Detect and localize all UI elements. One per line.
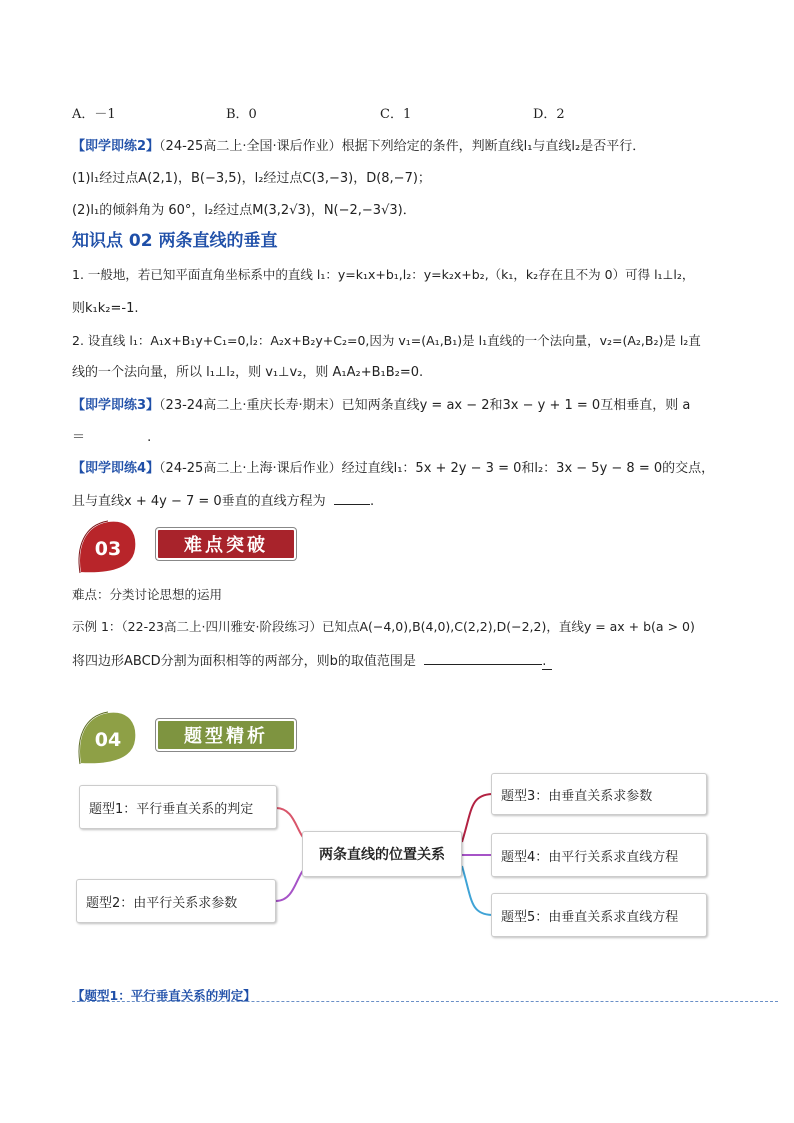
practice-tag: 【即学即练2】 <box>72 139 160 154</box>
equals-sign: ＝ <box>72 430 90 445</box>
practice-text: 且与直线x + 4y − 7 = 0垂直的直线方程为 <box>72 494 326 509</box>
option-a: A．－1 <box>72 107 116 122</box>
option-c: C．1 <box>380 107 412 122</box>
type-1-heading: 【题型1：平行垂直关系的判定】 <box>72 988 256 1003</box>
section-number: 03 <box>94 538 122 560</box>
mindmap-node-type5: 题型5：由垂直关系求直线方程 <box>491 893 707 937</box>
practice-tag: 【即学即练3】 <box>72 398 160 413</box>
practice-2-q2: (2)l₁的倾斜角为 60°，l₂经过点M(3,2√3)，N(−2,−3√3)． <box>72 203 416 218</box>
practice-text: 根据下列给定的条件，判断直线l₁与直线l₂是否平行． <box>341 139 646 154</box>
section-04-banner: 题型精析 <box>156 719 296 751</box>
mindmap-node-type2: 题型2：由平行关系求参数 <box>76 879 276 923</box>
option-d: D．2 <box>533 107 565 122</box>
section-number: 04 <box>94 729 122 751</box>
mindmap-node-type1: 题型1：平行垂直关系的判定 <box>79 785 277 829</box>
mindmap-node-type3: 题型3：由垂直关系求参数 <box>491 773 707 815</box>
mindmap-center-node: 两条直线的位置关系 <box>302 831 462 877</box>
option-b: B．0 <box>226 107 257 122</box>
mindmap-node-type4: 题型4：由平行关系求直线方程 <box>491 833 707 877</box>
example-line2: 将四边形ABCD分割为面积相等的两部分，则b的取值范围是 . <box>72 650 552 670</box>
example-line1: 示例 1：（22-23高二上·四川雅安·阶段练习）已知点A(−4,0),B(4,0),C(2,2),D(−2,2)，直线y = ax + b(a > 0) <box>72 619 695 634</box>
practice-source: （24-25高二上·全国·课后作业） <box>159 139 342 154</box>
section-heading: 知识点 02 两条直线的垂直 <box>72 231 278 251</box>
difficulty-label: 难点：分类讨论思想的运用 <box>72 587 223 602</box>
practice-3-line2: ＝ . <box>72 430 152 445</box>
practice-4-line2: 且与直线x + 4y − 7 = 0垂直的直线方程为 . <box>72 494 375 509</box>
practice-source: （24-25高二上·上海·课后作业） <box>159 461 342 476</box>
practice-text: 已知两条直线y = ax − 2和3x − y + 1 = 0互相垂直，则 a <box>341 398 691 413</box>
point-1-line2: 则k₁k₂=-1. <box>72 301 139 316</box>
example-text: 将四边形ABCD分割为面积相等的两部分，则b的取值范围是 <box>72 654 416 669</box>
section-03-banner: 难点突破 <box>156 528 296 560</box>
divider <box>72 1001 778 1002</box>
practice-source: （23-24高二上·重庆长寿·期末） <box>159 398 342 413</box>
point-2-line1: 2. 设直线 l₁：A₁x+B₁y+C₁=0,l₂：A₂x+B₂y+C₂=0,因为 v₁=(A₁,B₁)是 l₁直线的一个法向量，v₂=(A₂,B₂)是 l₂直 <box>72 333 701 348</box>
point-2-line2: 线的一个法向量，所以 l₁⊥l₂，则 v₁⊥v₂，则 A₁A₂+B₁B₂=0. <box>72 365 424 380</box>
practice-2-q1: (1)l₁经过点A(2,1)，B(−3,5)，l₂经过点C(3,−3)，D(8,−7)； <box>72 171 431 186</box>
point-1-line1: 1. 一般地，若已知平面直角坐标系中的直线 l₁：y=k₁x+b₁,l₂：y=k₂x+b₂,（k₁，k₂存在且不为 0）可得 l₁⊥l₂， <box>72 267 695 282</box>
practice-text: 经过直线l₁：5x + 2y − 3 = 0和l₂：3x − 5y − 8 = 0的交点， <box>341 461 715 476</box>
practice-tag: 【即学即练4】 <box>72 461 160 476</box>
